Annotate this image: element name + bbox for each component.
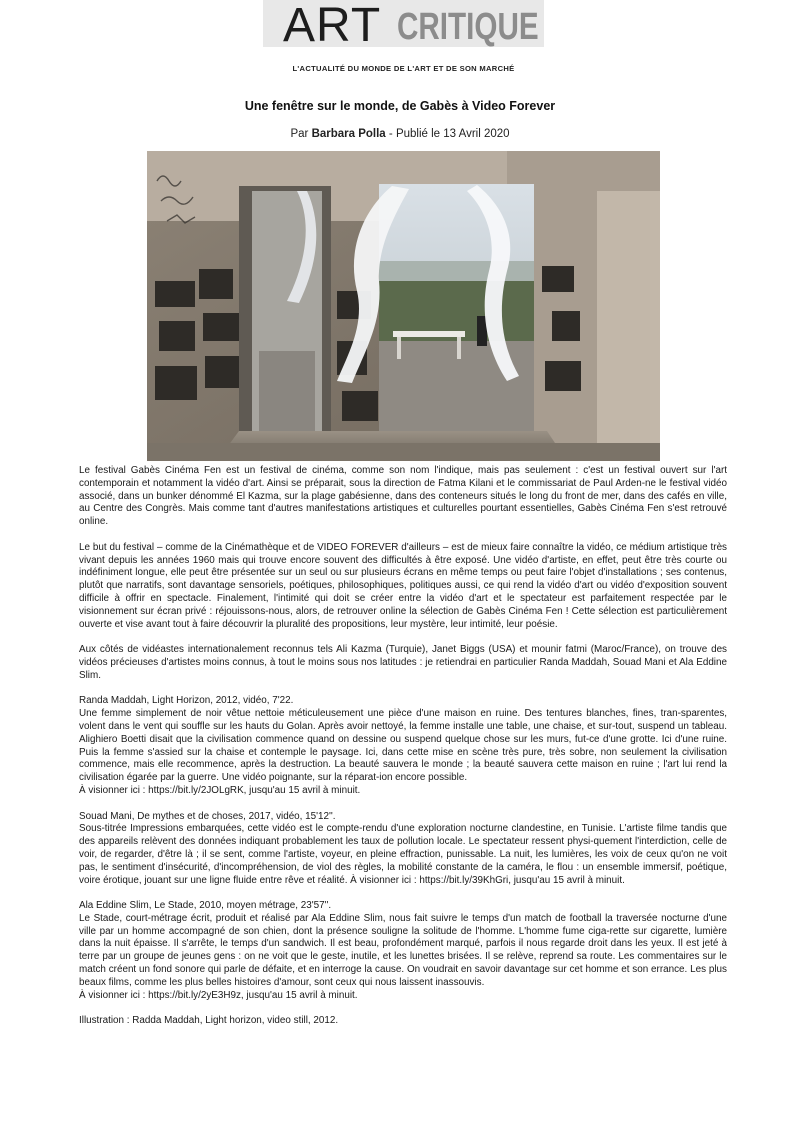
byline-prefix: Par: [290, 128, 309, 140]
watch-link-ala[interactable]: À visionner ici : https://bit.ly/2yE3H9z, jusqu'au 15 avril à minuit.: [79, 989, 358, 1001]
masthead: [263, 0, 544, 80]
section-heading-ala: Ala Eddine Slim, Le Stade, 2010, moyen métrage, 23'57''.: [79, 900, 332, 912]
tagline: L'ACTUALITÉ DU MONDE DE L'ART ET DE SON MARCHÉ: [292, 64, 515, 73]
section-body-ala: Le Stade, court-métrage écrit, produit et réalisé par Ala Eddine Slim, nous fait suivre le temps d'un match de football la traversée nocturne d'une ville par un homme accompagné de son chien, dont la présence souligne la solitude de l'homme. L'homme fume ciga-rette sur cigarette, lumière dans la nuit épaisse. Il s'arrête, le temps d'un sandwich. Il est beau, profondément marqué, parfois il nous regarde droit dans les yeux. Il est jeté à terre par un groupe de jeunes gens : on ne voit que le geste, inutile, et les lunettes brisées. Il se relève, reprend sa route. Les commentaires sur le match créent un fond sonore qui parle de défaite, et en interroge la cause. On voudrait en savoir davantage sur cet homme et son errance. Les plus beaux films, comme les plus belles histoires d'amour, sont ceux qui nous laissent inassouvis.: [79, 912, 727, 988]
watch-link-randa[interactable]: À visionner ici : https://bit.ly/2JOLgRK, jusqu'au 15 avril à minuit.: [79, 784, 361, 796]
logo-critique-text: CRITIQUE: [397, 6, 539, 48]
paragraph-intro: Le festival Gabès Cinéma Fen est un festival de cinéma, comme son nom l'indique, mais pas seulement : c'est un festival ouvert sur l'art contemporain et notamment la vidéo d'art. Ainsi se préparait, sous la direction de Fatma Kilani et le commissariat de Paul Arden-ne le festival vidéo associé, dans un bunker dénommé El Kazma, sur la plage gabésienne, dans des conteneurs situés le long du front de mer, dans des cafés en ville, au Centre des Congrès. Mais comme tant d'autres manifestations artistiques et culturelles pourtant essentielles, Gabès Cinéma Fen s'est retrouvé online.: [79, 465, 727, 528]
article-title: Une fenêtre sur le monde, de Gabès à Video Forever: [244, 99, 556, 113]
section-body-souad: Sous-titrée Impressions embarquées, cette vidéo est le compte-rendu d'une exploration nocturne clandestine, en Tunisie. L'artiste filme tandis que des appareils relèvent des données indiquant probablement les taux de pollution locale. Le spectateur ressent physi-quement l'interdiction, celle de voir, de regarder, d'être là ; il se sent, comme l'artiste, voyeur, en pleine effraction, punissable. La nuit, les lumières, les voix de ceux qu'on ne voit pas, le sentiment d'insécurité, d'incompréhension, de viol des règles, la mobilité constante de la caméra, le flou : un ensemble immersif, poétique, voire érotique, jouant sur une ligne fluide entre rêve et réalité. À visionner ici : https://bit.ly/39KhGri, jusqu'au 15 avril à minuit.: [79, 823, 727, 886]
paragraph-artists: Aux côtés de vidéastes internationalement reconnus tels Ali Kazma (Turquie), Janet Biggs (USA) et mounir fatmi (Maroc/France), on trouve des vidéos précieuses d'artistes moins connus, à tout le moins sous nos latitudes : je retiendrai en particulier Randa Maddah, Souad Mani et Ala Eddine Slim.: [79, 644, 727, 681]
illustration-credit: Illustration : Radda Maddah, Light horizon, video still, 2012.: [79, 1015, 339, 1027]
publish-date: - Publié le 13 Avril 2020: [388, 128, 510, 140]
section-heading-souad: Souad Mani, De mythes et de choses, 2017, vidéo, 15'12''.: [79, 810, 336, 822]
author-name[interactable]: Barbara Polla: [311, 128, 386, 140]
article-photo: [147, 151, 660, 461]
logo-art-text: ART: [283, 0, 382, 52]
logo[interactable]: [263, 0, 544, 52]
article-body: [79, 465, 727, 1041]
section-heading-randa: Randa Maddah, Light Horizon, 2012, vidéo, 7'22.: [79, 695, 294, 707]
section-body-randa: Une femme simplement de noir vêtue nettoie méticuleusement une pièce d'une maison en ruine. Des tentures blanches, fines, tran-sparentes, volent dans le vent qui souffle sur les hauts du Golan. Après avoir nettoyé, la femme installe une table, une chaise, et sur-tout, suspend un tableau. Alighiero Boetti disait que la civilisation commence quand on dessine ou suspend quelque chose sur les murs, fut-ce d'une grotte. Ici d'une ruine. Puis la femme s'assied sur la chaise et contemple le paysage. Ici, dans cette mise en scène très pure, très sobre, non seulement la civilisation commence, mais elle recommence, après la destruction. La beauté sauvera le monde ; la beauté sauvera cette maison en ruine ; l'art lui rend la civilisation égarée par la guerre. Une vidéo poignante, sur la réparat-ion encore possible.: [79, 708, 727, 784]
paragraph-purpose: Le but du festival – comme de la Cinémathèque et de VIDEO FOREVER d'ailleurs – est de mieux faire connaître la vidéo, ce médium artistique très vivant depuis les années 1960 mais qui trouve encore souvent des difficultés à être exposé. Une vidéo d'artiste, en effet, peut être très courte ou indéfiniment longue, elle peut être présentée sur un seul ou sur plusieurs écrans en même temps ou peut faire l'objet d'installations ; ses contenus, plutôt que narratifs, sont davantage sensoriels, poétiques, philosophiques, politiques aussi, ce qui rend la vidéo d'art ou vidéo d'exposition souvent difficile à offrir en spectacle. Finalement, l'intimité qui doit se créer entre la vidéo d'art et le spectateur est parfaitement respectée par le visionnement sur écran privé : réjouissons-nous, alors, de retrouver online la sélection de Gabès Cinéma Fen ! Cette sélection est particulièrement ouverte et vise avant tout à faire découvrir la pluralité des propositions, leur mystère, leur intimité, leur poésie.: [79, 541, 727, 630]
byline: [0, 128, 800, 140]
